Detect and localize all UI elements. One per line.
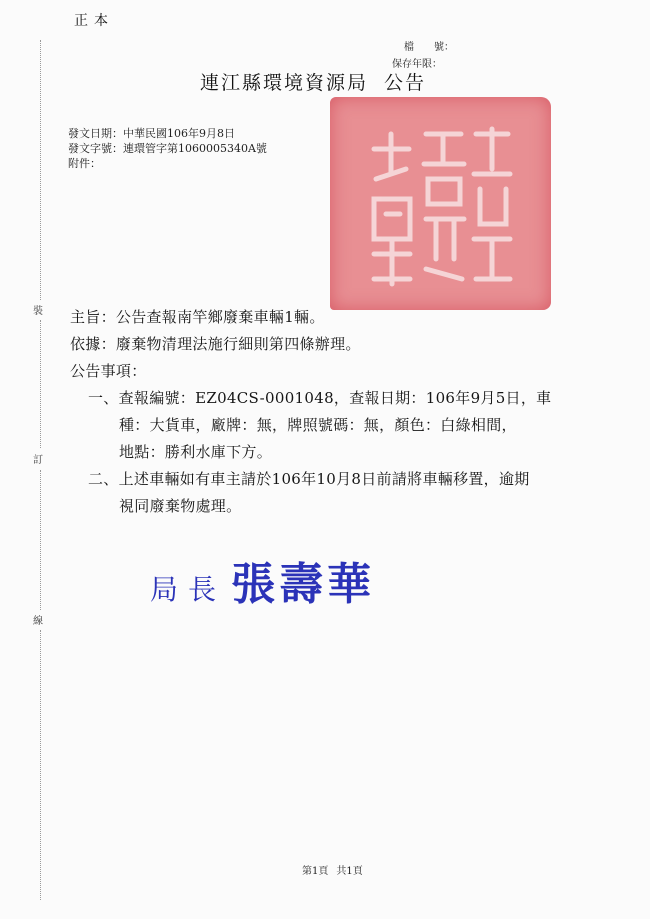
subject-line: 主旨：公告查報南竿鄉廢棄車輛1輛。 — [70, 308, 325, 326]
page-number: 第1頁 — [302, 866, 329, 877]
item-1-line-1: 一、查報編號：EZ04CS-0001048，查報日期：106年9月5日，車 — [88, 389, 552, 407]
items-heading: 公告事項： — [70, 362, 147, 380]
seal-glyphs — [366, 119, 516, 289]
file-number-label: 檔 號： — [404, 42, 454, 53]
binding-mark-3: 線 — [33, 616, 43, 627]
official-seal — [330, 97, 551, 310]
director-signature — [150, 548, 375, 612]
binding-mark-2: 訂 — [33, 455, 43, 466]
item-2-line-2: 視同廢棄物處理。 — [119, 497, 242, 515]
document-title — [200, 68, 426, 95]
binding-dotted-line — [40, 320, 41, 448]
binding-dotted-line — [40, 630, 41, 900]
attachment-label: 附件： — [68, 157, 101, 170]
page-total: 共1頁 — [336, 866, 363, 877]
document-type: 公告 — [384, 72, 427, 94]
retention-period-label: 保存年限： — [392, 59, 442, 70]
binding-mark-1: 裝 — [33, 306, 43, 317]
agency-name: 連江縣環境資源局 — [200, 72, 369, 94]
director-name: 張壽華 — [231, 559, 376, 610]
binding-dotted-line — [40, 470, 41, 610]
issue-date: 發文日期：中華民國106年9月8日 — [68, 127, 235, 140]
item-1-line-2: 種：大貨車，廠牌：無，牌照號碼：無，顏色：白綠相間， — [119, 416, 517, 434]
binding-dotted-line — [40, 40, 41, 300]
item-1-line-3: 地點：勝利水庫下方。 — [119, 443, 273, 461]
director-title: 局長 — [150, 573, 227, 606]
reference-number: 發文字號：連環管字第1060005340A號 — [68, 142, 267, 155]
basis-line: 依據：廢棄物清理法施行細則第四條辦理。 — [70, 335, 361, 353]
copy-mark: 正本 — [74, 13, 114, 29]
item-2-line-1: 二、上述車輛如有車主請於106年10月8日前請將車輛移置，逾期 — [88, 470, 530, 488]
page-footer — [302, 862, 363, 877]
